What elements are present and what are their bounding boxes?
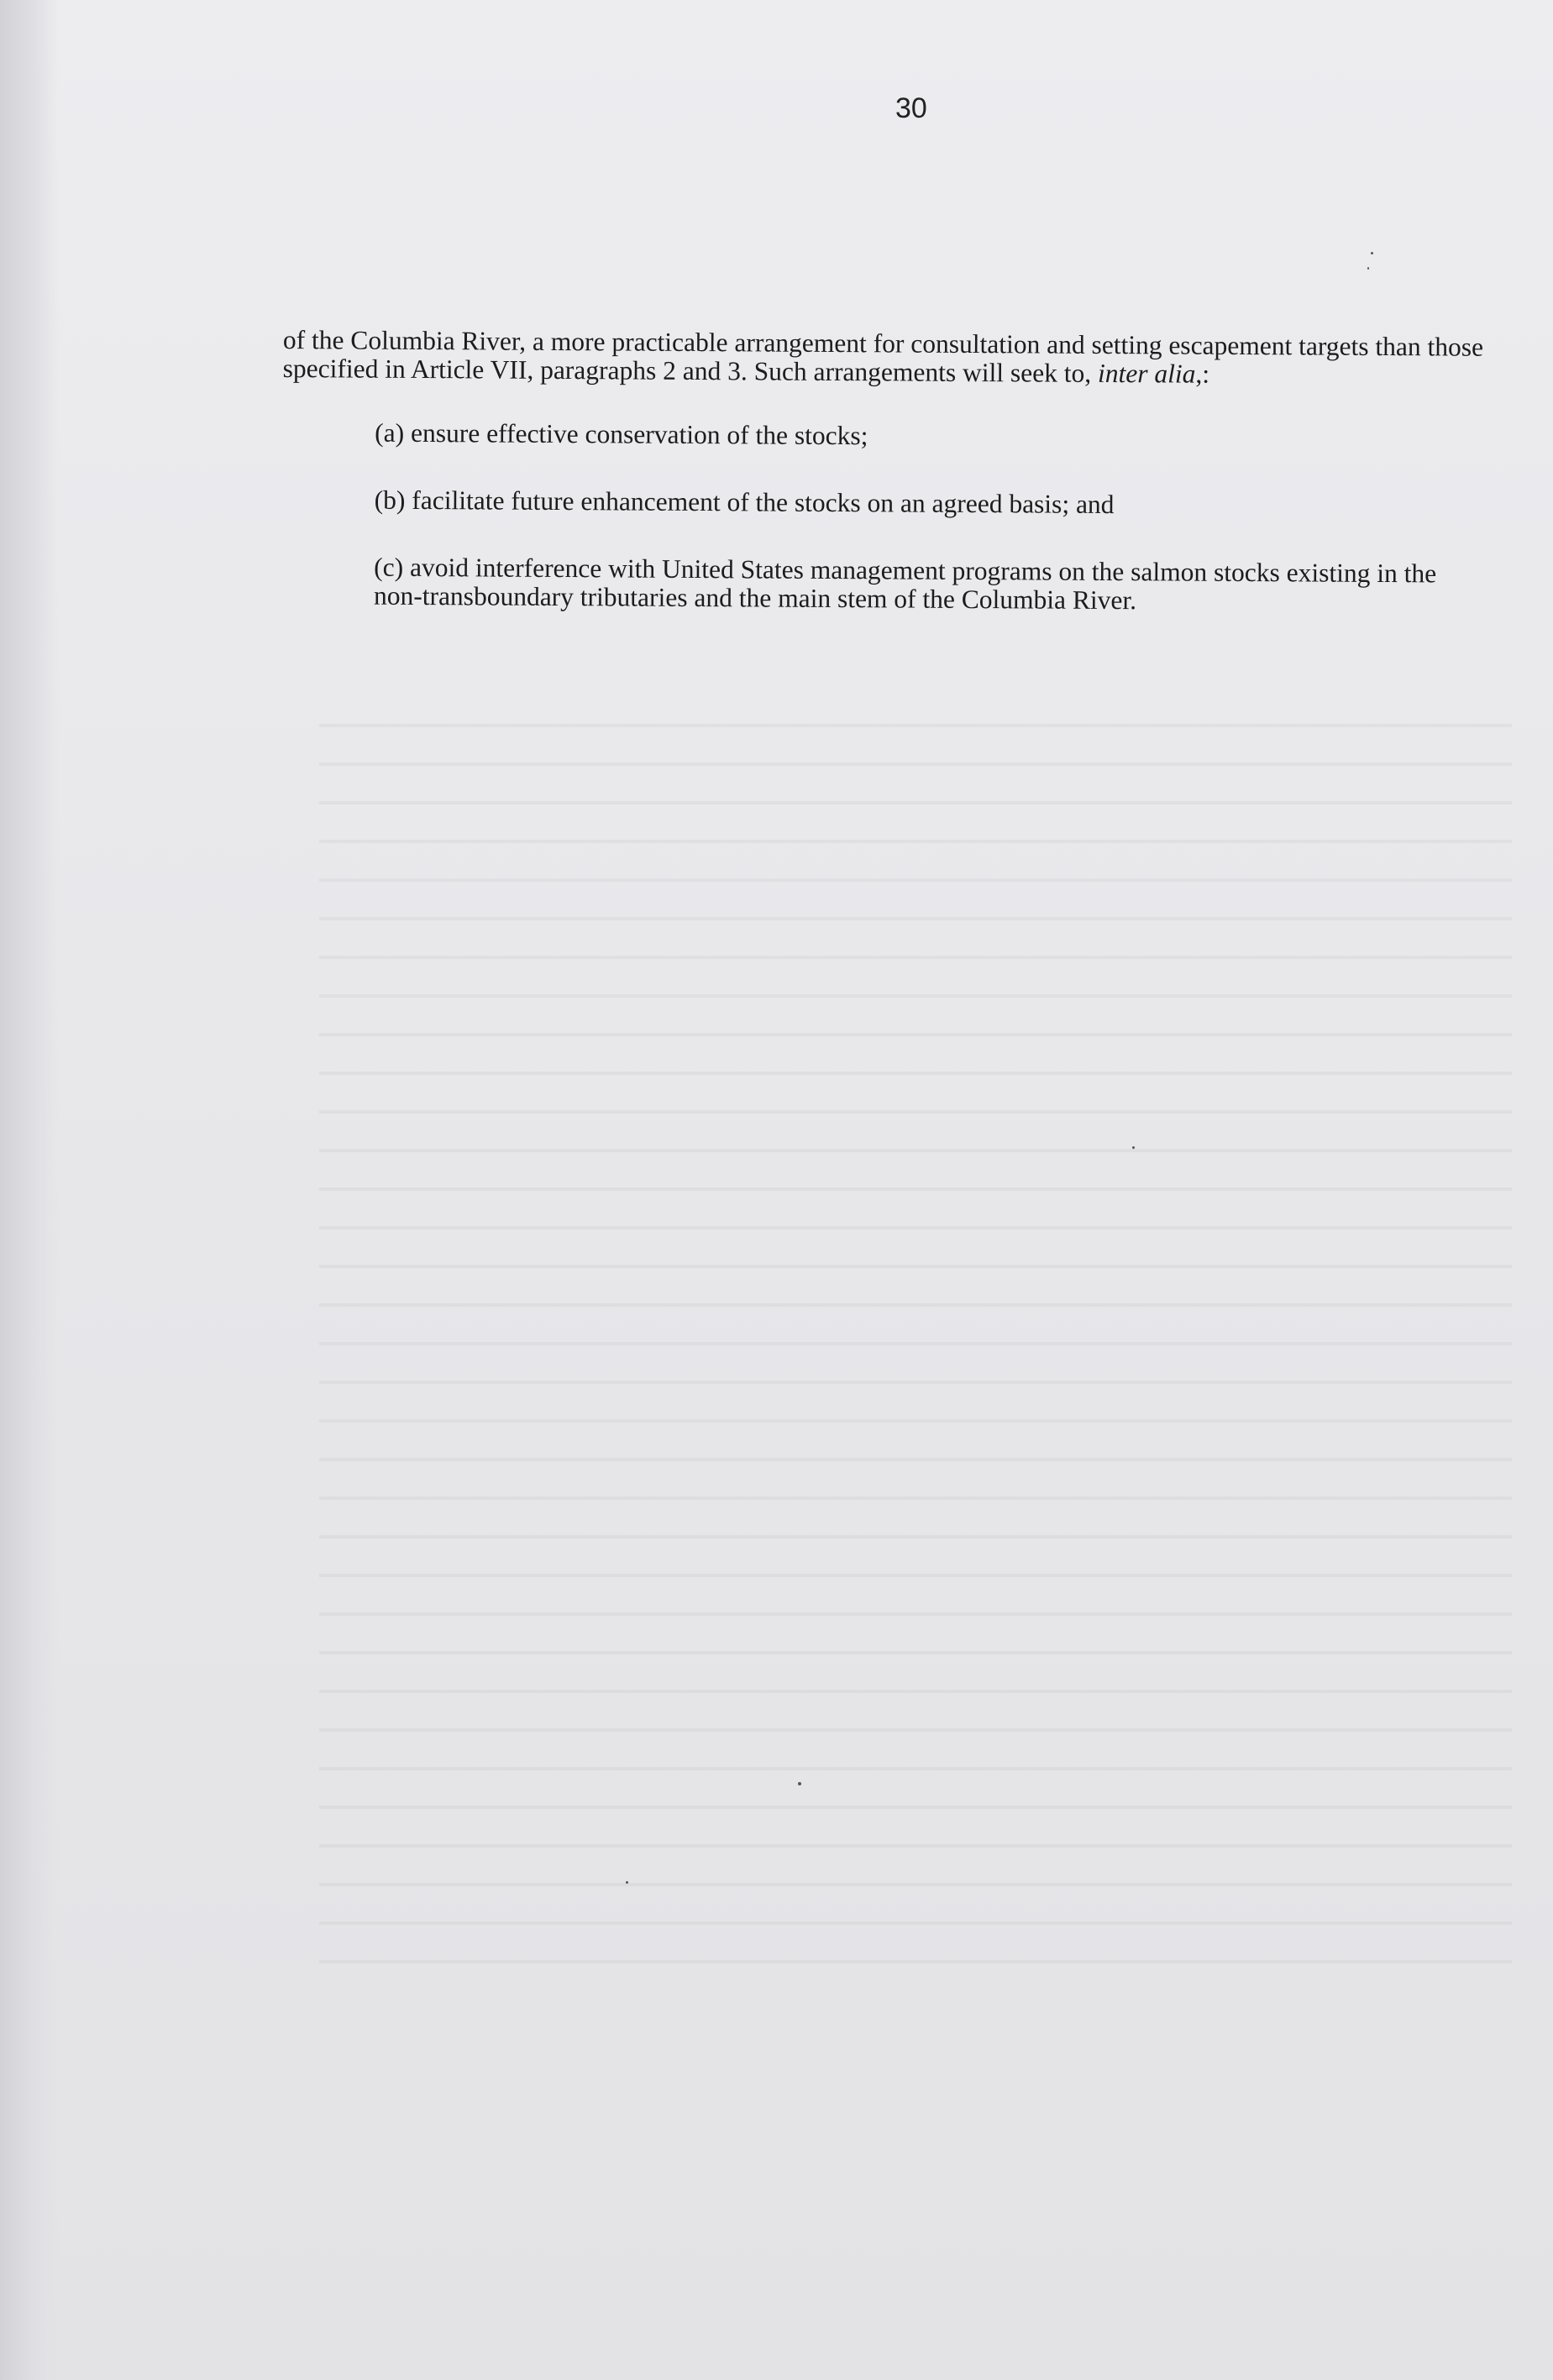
scan-speck — [1132, 1146, 1135, 1149]
list-item-a: (a) ensure effective conservation of the stocks; — [375, 417, 868, 451]
scan-speck — [798, 1782, 801, 1785]
show-through-text — [319, 705, 1512, 1965]
intro-paragraph — [283, 326, 1493, 391]
list-item-c: (c) avoid interference with United States management programs on the salmon stocks existing in the non-transboundary tributaries and the main stem of the Columbia River. — [373, 552, 1437, 616]
intro-italic: inter alia — [1097, 358, 1196, 389]
page-edge-shadow — [0, 0, 59, 2380]
page-number: 30 — [895, 92, 927, 124]
intro-text: of the Columbia River, a more practicable arrangement for consultation and setting escapement targets than those specified in Article VII, paragraphs 2 and 3. Such arrangements will seek to, — [282, 325, 1484, 388]
body-text — [281, 326, 1493, 617]
scan-speck — [626, 1881, 628, 1884]
list-item-b: (b) facilitate future enhancement of the stocks on an agreed basis; and — [374, 485, 1115, 520]
scan-speck — [1367, 267, 1369, 270]
intro-end: ,: — [1195, 359, 1210, 389]
scan-speck — [1371, 252, 1373, 254]
